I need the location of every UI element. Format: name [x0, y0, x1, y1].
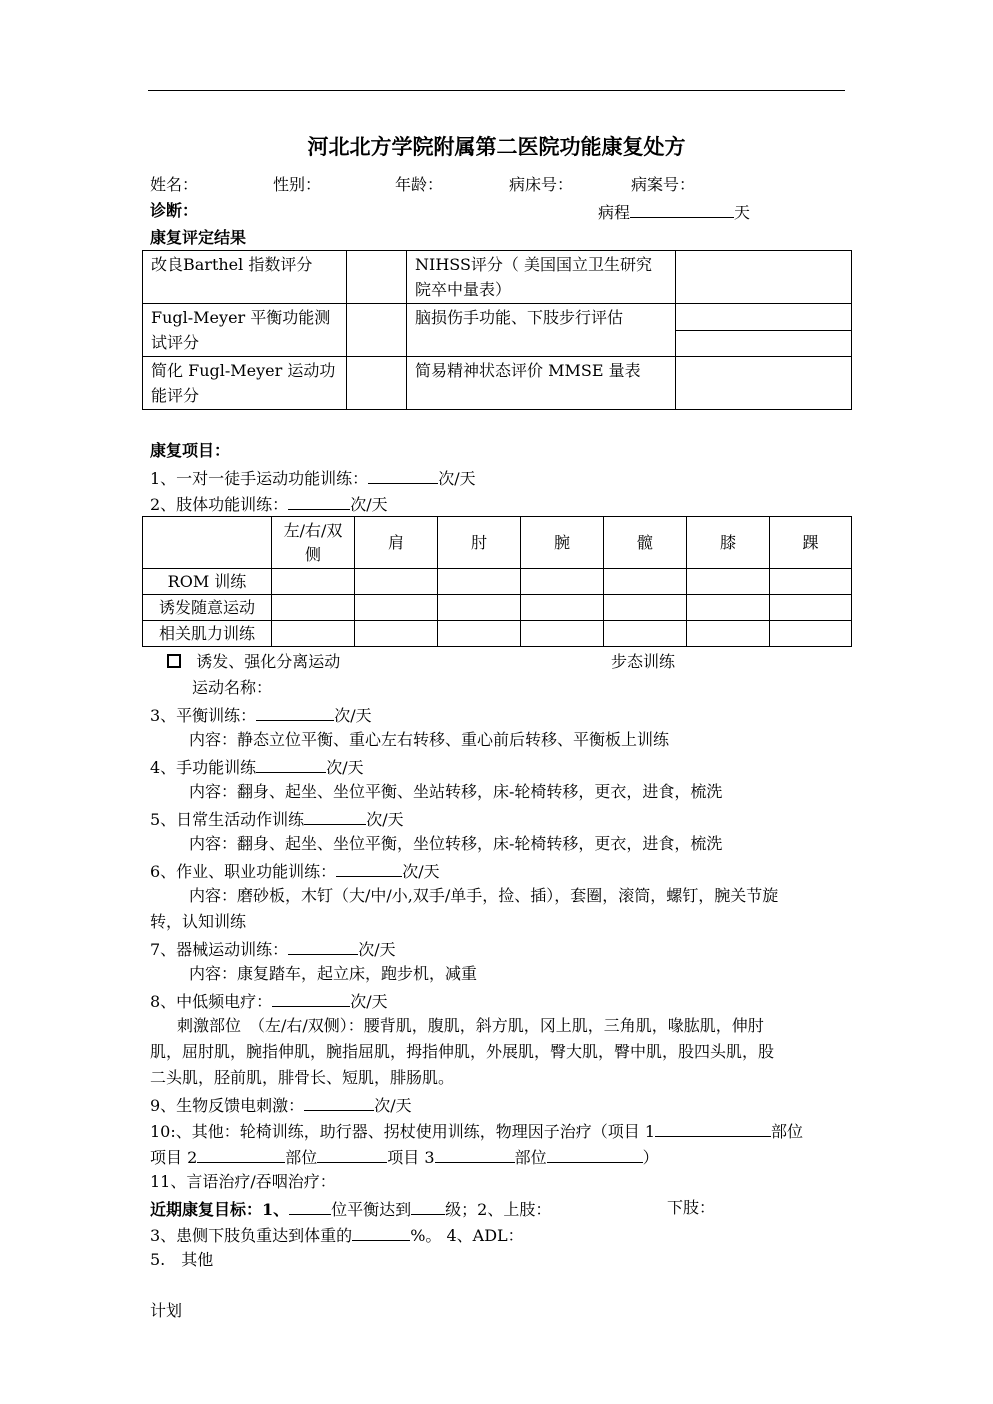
goals-blank2[interactable] — [411, 1198, 445, 1215]
goals-label: 近期康复目标：1、 — [150, 1200, 290, 1219]
item8-label: 8、中低频电疗： — [150, 992, 273, 1011]
course-blank[interactable] — [630, 201, 734, 218]
item10-blank3[interactable] — [317, 1146, 387, 1163]
course-unit: 天 — [734, 203, 751, 222]
limb-header-ankle: 踝 — [770, 517, 852, 569]
goals-blank3[interactable] — [352, 1224, 410, 1241]
goals-weight: 3、患侧下肢负重达到体重的 — [150, 1226, 353, 1245]
item9 — [150, 1094, 412, 1116]
limb-row-rom: ROM 训练 — [143, 569, 272, 595]
table-cell[interactable] — [770, 621, 852, 647]
item8-line1: 刺激部位 （左/右/双侧）：腰背肌，腹肌，斜方肌，冈上肌，三角肌，喙肱肌，伸肘 — [177, 1016, 764, 1035]
goals-other: 5. 其他 — [150, 1250, 214, 1269]
item10-blank4[interactable] — [435, 1146, 515, 1163]
item7-content: 内容：康复踏车，起立床，跑步机，减重 — [189, 964, 478, 983]
fugl-motor-label: 简化 Fugl-Meyer 运动功能评分 — [143, 357, 347, 410]
page-title: 河北北方学院附属第二医院功能康复处方 — [307, 134, 686, 159]
item10-cont — [150, 1146, 659, 1168]
item9-unit: 次/天 — [374, 1096, 412, 1115]
item10-part2: 部位 — [285, 1148, 318, 1167]
case-label: 病案号： — [631, 175, 696, 194]
table-cell[interactable] — [438, 595, 521, 621]
limb-header-wrist: 腕 — [521, 517, 604, 569]
item4-label: 4、手功能训练 — [150, 758, 257, 777]
item8-line3: 二头肌，胫前肌，腓骨长、短肌，腓肠肌。 — [150, 1068, 455, 1087]
table-cell[interactable] — [604, 621, 687, 647]
item10-part1: 部位 — [771, 1122, 804, 1141]
item3-blank[interactable] — [256, 704, 334, 721]
item10-blank1[interactable] — [655, 1120, 771, 1137]
limb-header-elbow: 肘 — [438, 517, 521, 569]
item10-label: 10:、其他：轮椅训练，助行器、拐杖使用训练，物理因子治疗（项目 1 — [150, 1122, 656, 1141]
item7-label: 7、器械运动训练： — [150, 940, 289, 959]
nihss-label: NIHSS评分（ 美国国立卫生研究院卒中量表） — [407, 251, 676, 304]
item6-content: 内容：磨砂板，木钉（大/中/小,双手/单手，捡、插），套圈，滚筒，螺钉，腕关节旋 — [189, 886, 779, 905]
table-cell[interactable] — [687, 595, 770, 621]
plan-label: 计划 — [150, 1301, 183, 1320]
item6 — [150, 860, 440, 882]
item6-unit: 次/天 — [402, 862, 440, 881]
item2-unit: 次/天 — [350, 495, 388, 514]
gender-label: 性别： — [273, 175, 322, 194]
table-cell[interactable] — [604, 569, 687, 595]
separation-option[interactable] — [167, 652, 340, 672]
age-label: 年龄： — [395, 175, 444, 194]
item10 — [150, 1120, 803, 1142]
table-cell[interactable] — [355, 569, 438, 595]
limb-header-hip: 髋 — [604, 517, 687, 569]
item5 — [150, 808, 404, 830]
table-cell[interactable] — [438, 621, 521, 647]
item8 — [150, 990, 388, 1012]
item10-close: ） — [642, 1148, 659, 1167]
item2-label: 2、肢体功能训练： — [150, 495, 289, 514]
table-cell[interactable] — [687, 621, 770, 647]
gait-label: 步态训练 — [611, 652, 676, 671]
item2 — [150, 493, 388, 515]
table-cell[interactable] — [521, 569, 604, 595]
item6-blank[interactable] — [336, 860, 402, 877]
diagnosis-label: 诊断： — [150, 201, 199, 220]
item7 — [150, 938, 396, 960]
item2-blank[interactable] — [288, 493, 350, 510]
item10-item2-label: 项目 2 — [150, 1148, 198, 1167]
table-cell[interactable] — [272, 569, 355, 595]
item1-blank[interactable] — [368, 467, 438, 484]
limb-header-blank — [143, 517, 272, 569]
item10-item3-label: 项目 3 — [387, 1148, 435, 1167]
goals-blank1[interactable] — [289, 1198, 331, 1215]
item3-label: 3、平衡训练： — [150, 706, 257, 725]
course-label: 病程 — [598, 203, 631, 222]
item7-unit: 次/天 — [358, 940, 396, 959]
barthel-score[interactable] — [347, 251, 407, 304]
item4-unit: 次/天 — [326, 758, 364, 777]
item5-label: 5、日常生活动作训练 — [150, 810, 305, 829]
item9-label: 9、生物反馈电刺激： — [150, 1096, 305, 1115]
item5-content: 内容：翻身、起坐、坐位平衡，坐位转移，床-轮椅转移，更衣，进食，梳洗 — [189, 834, 723, 853]
item6-label: 6、作业、职业功能训练： — [150, 862, 337, 881]
item4-blank[interactable] — [256, 756, 326, 773]
item6-content-cont: 转，认知训练 — [150, 912, 247, 931]
limb-row-voluntary: 诱发随意运动 — [143, 595, 272, 621]
limb-header-knee: 膝 — [687, 517, 770, 569]
fugl-motor-score[interactable] — [347, 357, 407, 410]
table-cell[interactable] — [438, 569, 521, 595]
item5-blank[interactable] — [304, 808, 366, 825]
items-heading: 康复项目： — [150, 441, 231, 460]
item4 — [150, 756, 364, 778]
table-cell[interactable] — [521, 595, 604, 621]
hand-function-score[interactable] — [676, 304, 852, 331]
goals-line1 — [150, 1198, 551, 1220]
goals-level: 级；2、上肢： — [445, 1200, 552, 1219]
table-cell[interactable] — [355, 595, 438, 621]
table-cell[interactable] — [355, 621, 438, 647]
item8-blank[interactable] — [272, 990, 350, 1007]
item4-content: 内容：翻身、起坐、坐位平衡、坐站转移，床-轮椅转移，更衣，进食，梳洗 — [189, 782, 723, 801]
item3-content: 内容：静态立位平衡、重心左右转移、重心前后转移、平衡板上训练 — [189, 730, 670, 749]
fugl-balance-score[interactable] — [347, 304, 407, 357]
item11-label: 11、言语治疗/吞咽治疗： — [150, 1172, 336, 1191]
item10-blank2[interactable] — [197, 1146, 285, 1163]
nihss-score[interactable] — [676, 251, 852, 304]
limb-training-table — [142, 516, 852, 647]
item10-part3: 部位 — [514, 1148, 547, 1167]
name-label: 姓名： — [150, 175, 199, 194]
mmse-label: 简易精神状态评价 MMSE 量表 — [407, 357, 676, 410]
item10-blank5[interactable] — [547, 1146, 643, 1163]
table-cell[interactable] — [272, 621, 355, 647]
table-cell[interactable] — [687, 569, 770, 595]
motion-name-label: 运动名称： — [192, 678, 273, 697]
item8-unit: 次/天 — [350, 992, 388, 1011]
goals-line2 — [150, 1224, 524, 1246]
item1-label: 1、一对一徒手运动功能训练： — [150, 469, 369, 488]
bed-label: 病床号： — [509, 175, 574, 194]
table-cell[interactable] — [604, 595, 687, 621]
header-rule — [148, 90, 845, 91]
table-cell[interactable] — [521, 621, 604, 647]
brain-injury-label: 脑损伤手功能、下肢步行评估 — [407, 304, 676, 357]
limb-header-shoulder: 肩 — [355, 517, 438, 569]
item1 — [150, 467, 476, 489]
table-cell[interactable] — [770, 595, 852, 621]
item8-line2: 肌，屈肘肌，腕指伸肌，腕指屈肌，拇指伸肌，外展肌，臀大肌，臀中肌，股四头肌，股 — [150, 1042, 775, 1061]
item3 — [150, 704, 372, 726]
lower-limb-walking-score[interactable] — [676, 330, 852, 357]
table-cell[interactable] — [272, 595, 355, 621]
item3-unit: 次/天 — [334, 706, 372, 725]
goals-lower: 下肢： — [667, 1198, 716, 1217]
course-field — [598, 201, 750, 223]
item1-unit: 次/天 — [438, 469, 476, 488]
item5-unit: 次/天 — [366, 810, 404, 829]
limb-row-strength: 相关肌力训练 — [143, 621, 272, 647]
eval-heading: 康复评定结果 — [150, 228, 247, 247]
table-cell[interactable] — [770, 569, 852, 595]
goals-percent: %。 4、ADL： — [410, 1226, 524, 1245]
separation-checkbox[interactable] — [167, 654, 181, 668]
goals-balance: 位平衡达到 — [331, 1200, 412, 1219]
separation-label: 诱发、强化分离运动 — [196, 652, 341, 671]
barthel-label: 改良Barthel 指数评分 — [143, 251, 347, 304]
evaluation-table — [142, 250, 852, 410]
limb-header-side: 左/右/双侧 — [272, 517, 355, 569]
item7-blank[interactable] — [288, 938, 358, 955]
item9-blank[interactable] — [304, 1094, 374, 1111]
fugl-balance-label: Fugl-Meyer 平衡功能测试评分 — [143, 304, 347, 357]
mmse-score[interactable] — [676, 357, 852, 410]
